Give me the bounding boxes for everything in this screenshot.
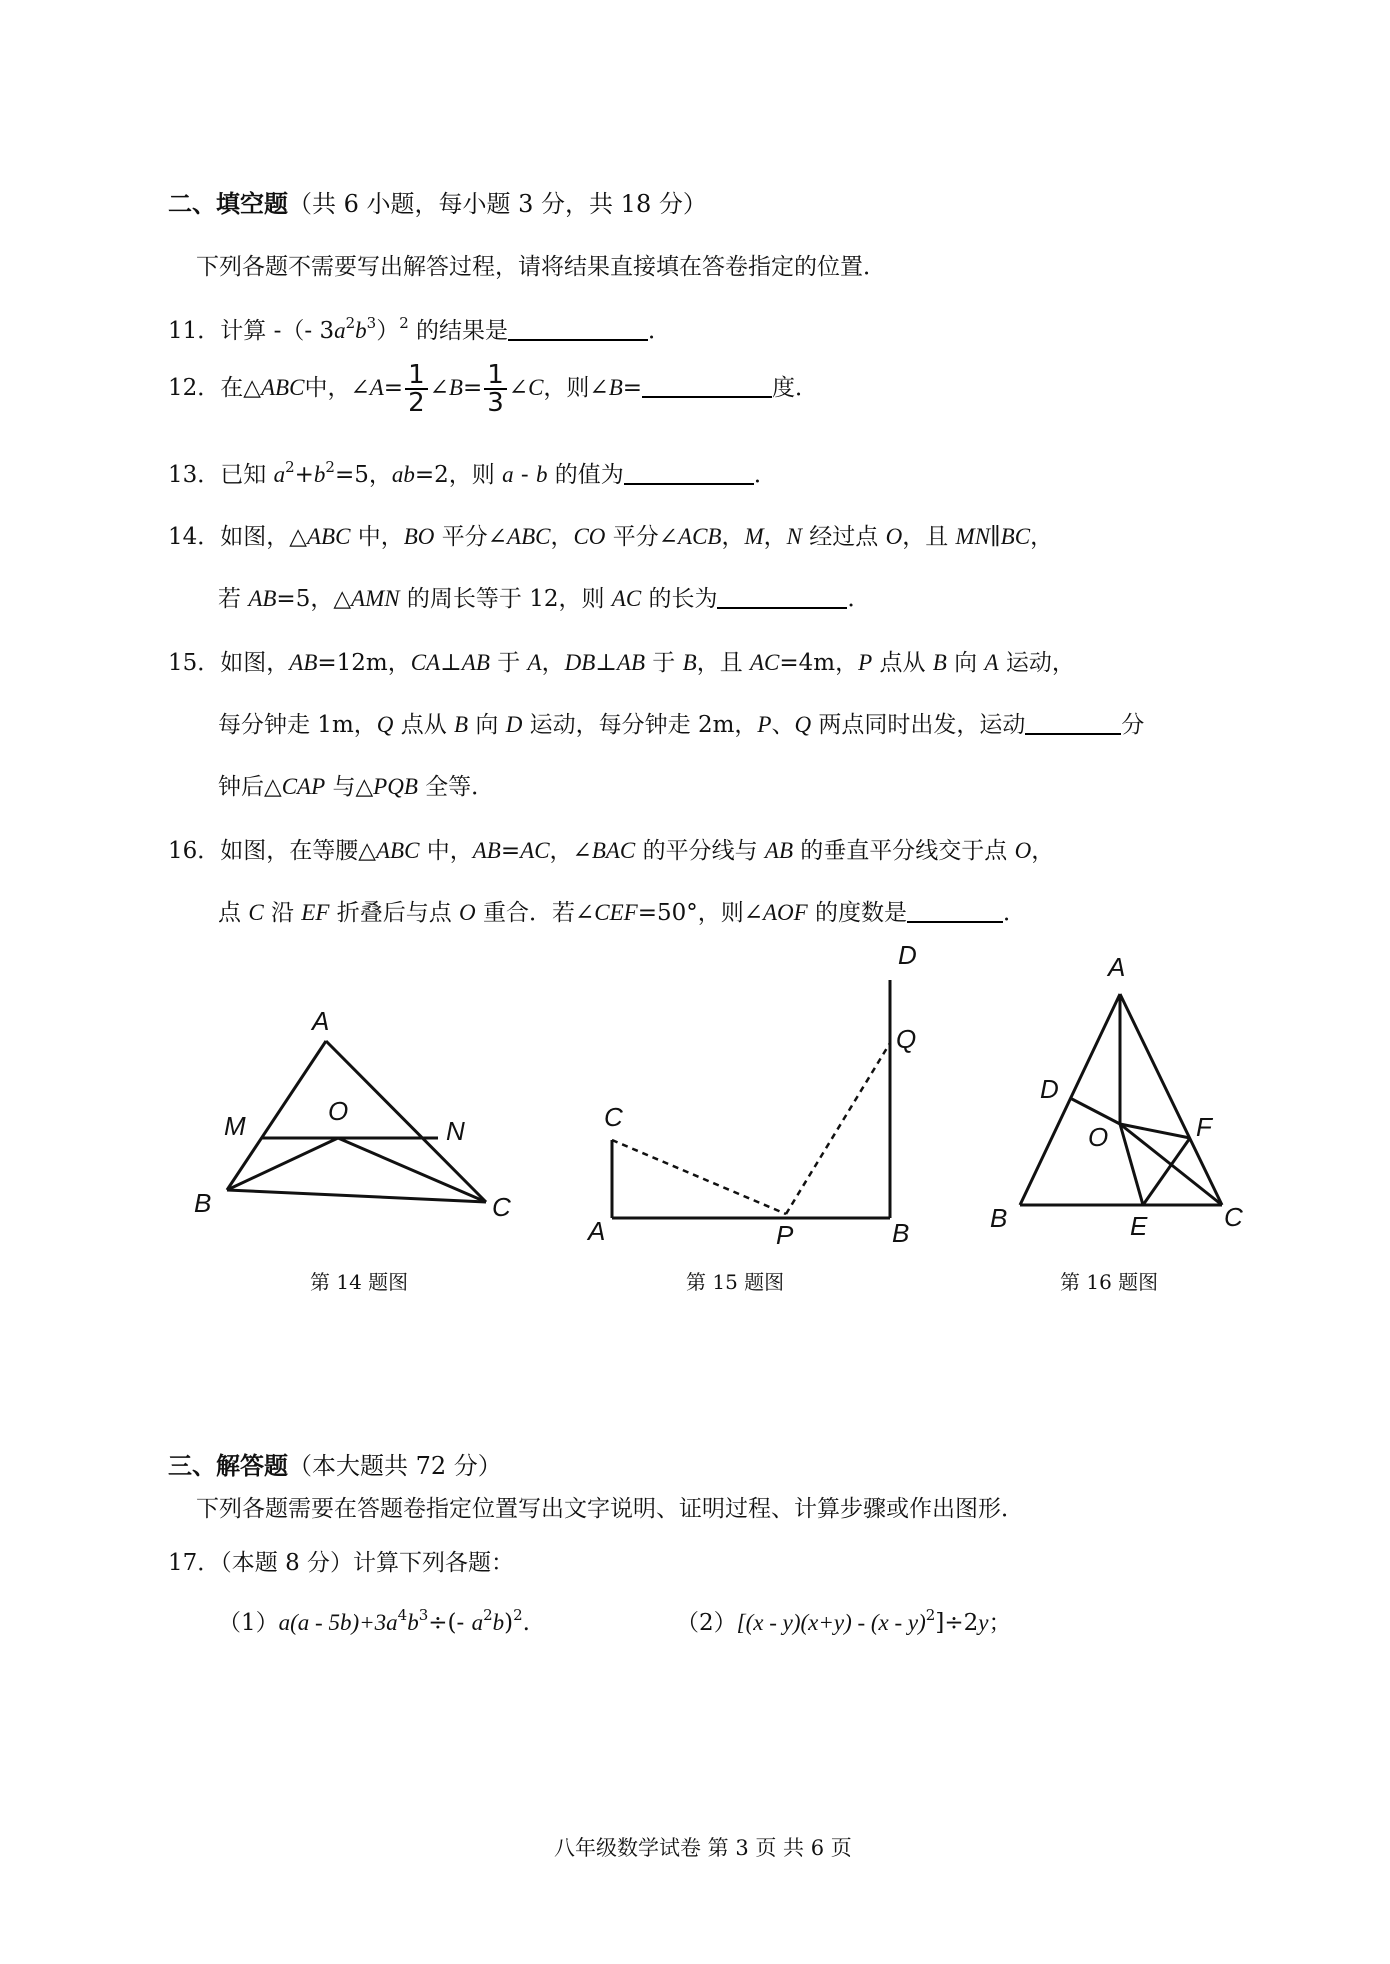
q16-l1-4: = [500,838,521,864]
q14-l1-1: ABC [306,524,351,549]
q14-l1-11: M [744,524,764,549]
q15-l3-0: 钟后△ [218,774,282,800]
q14-l1-20: ， [1030,524,1054,550]
q11-var-b: b [355,318,367,343]
q17-p1-a4: a [386,1610,398,1635]
q11-var-a: a [334,318,346,343]
section2-heading [168,184,707,219]
q15-l3-3: PQB [373,774,418,799]
fig15-lines [612,980,890,1218]
q14-l1-16: ，且 [902,524,956,550]
q15-l2-4: 向 [468,712,506,738]
q12-text-d: ∠ [429,375,449,401]
q15-l1-2: =12m， [317,650,411,676]
fig14-label-b: B [194,1188,212,1218]
q15-l2-3: B [454,712,469,737]
question-16 [168,832,1054,865]
q12-eq1: = [383,375,404,401]
q15-l1-5: AB [461,650,490,675]
q14-l2-2: =5，△ [276,586,352,612]
q15-l2-8: 、 [771,712,795,738]
q14-l1-6: ， [550,524,574,550]
q15-l2-5: D [505,712,523,737]
q17-p2-square: 2 [925,1606,936,1624]
question-15-line3 [218,768,494,801]
fig16-label-d: D [1040,1074,1059,1104]
fig15-label-q: Q [896,1024,917,1054]
question-11 [168,312,671,345]
q14-l1-5: ABC [507,524,551,549]
q15-l1-19: B [932,650,947,675]
q14-l2-4: 的周长等于 12，则 [399,586,612,612]
question-15-line2 [218,706,1144,739]
fig16-label-o: O [1088,1122,1109,1152]
q17-p1-exp-outer: 2 [513,1606,523,1624]
fig15-label-a: A [588,1216,606,1246]
q17-p1-b3: b [407,1610,419,1635]
q14-l1-7: CO [573,524,606,549]
q17-p1-exp4: 4 [397,1606,408,1624]
fig15-label-b: B [892,1218,910,1248]
section2-title: 二、填空题 [168,190,288,218]
q15-l1-14: ，且 [696,650,750,676]
page-footer: 八年级数学试卷 第 3 页 共 6 页 [554,1836,852,1860]
q16-l1-7: BAC [591,838,636,863]
q13-text-a: 已知 [220,462,274,488]
q14-l1-14: 经过点 [801,524,886,550]
q16-l1-0: 如图，在等腰△ [220,838,376,864]
q12-frac1-den: 2 [408,388,425,418]
q15-l1-15: AC [750,650,780,675]
q14-l1-3: BO [403,524,435,549]
q13-text-b: =5， [334,462,392,488]
fig15-dashed-pq [786,1043,890,1214]
q16-l1-6: ，∠ [549,838,592,864]
q13-var-b2: b [536,462,548,487]
q15-l1-17: P [858,650,873,675]
q11-exp-outer: 2 [399,314,409,332]
q14-l2-1: AB [248,586,277,611]
fig16-label-e: E [1130,1211,1148,1240]
q16-l1-5: AC [520,838,550,863]
q14-line1 [220,524,1053,550]
q16-answer-blank[interactable] [907,901,1003,923]
fig16-line-oe [1120,1124,1143,1205]
q15-l2-7: P [757,712,772,737]
q15-l2-6: 运动，每分钟走 2m， [522,712,758,738]
q14-l1-2: 中， [350,524,404,550]
fig14-label-a: A [312,1006,330,1036]
fig14-side-bc [227,1190,486,1202]
question-14-line2 [218,580,870,613]
fig14-caption: 第 14 题图 [310,1270,409,1294]
question-17-part1 [218,1604,530,1637]
q16-l1-1: ABC [375,838,420,863]
section2-note: （共 6 小题，每小题 3 分，共 18 分） [288,190,707,218]
q14-l2-5: AC [611,586,642,611]
q16-l2-10: 的度数是 [807,900,908,926]
q17-p1-end: . [522,1610,530,1636]
q16-l1-9: AB [764,838,793,863]
q14-l1-0: 如图，△ [220,524,307,550]
q16-l1-3: AB [472,838,501,863]
q16-l2-4: 折叠后与点 [329,900,460,926]
fig16-label-f: F [1196,1112,1212,1142]
question-17-title: 17．（本题 8 分）计算下列各题： [168,1550,515,1576]
q17-p1-a2: a [471,1610,484,1635]
q13-text-e: 的值为 [547,462,624,488]
q15-l2-end: 分 [1121,712,1145,738]
q15-l2-1: Q [376,712,394,737]
fig14-label-n: N [446,1116,465,1146]
q15-l1-22: 运动， [998,650,1075,676]
q15-l1-20: 向 [946,650,985,676]
q16-number: 16． [168,838,221,864]
q16-l2-8: =50°，则∠ [637,900,763,926]
fig15-label-d: D [898,940,917,970]
q14-l1-8: 平分∠ [605,524,679,550]
q16-l1-11: O [1014,838,1032,863]
fig14-line-co [338,1138,486,1202]
fig15-label-c: C [604,1102,623,1132]
q14-l1-12: ， [763,524,787,550]
q12-end: 度． [772,375,819,401]
q12-angle-c: C [528,375,544,400]
question-17-part2 [676,1604,1011,1637]
q13-minus: - [513,462,536,488]
q13-var-a: a [273,462,286,487]
figure-16 [980,950,1280,1240]
q14-l1-13: N [786,524,802,549]
q12-eq2: = [462,375,483,401]
q17-p1-label: （1） [218,1610,279,1636]
q13-exp2: 2 [325,458,335,476]
q15-l1-11: AB [616,650,645,675]
q12-angle-b: B [448,375,463,400]
q14-l2-0: 若 [218,586,249,612]
q16-l2-9: AOF [763,900,808,925]
q11-exp-b: 3 [366,314,377,332]
q15-l1-1: AB [289,650,318,675]
q16-l1-2: 中， [419,838,473,864]
q15-l1-8: ， [541,650,565,676]
q15-l2-0: 每分钟走 1m， [218,712,377,738]
q15-l1-21: A [984,650,999,675]
q14-l1-15: O [885,524,903,549]
q15-l1-16: =4m， [779,650,859,676]
q15-l1-6: 于 [489,650,528,676]
q17-p1-expr: (a - 5b)+3 [290,1610,387,1635]
q15-answer-blank[interactable] [1025,713,1121,735]
q12-text-b: 中，∠ [304,375,370,401]
q16-l1-10: 的垂直平分线交于点 [793,838,1015,864]
section3-heading [168,1446,502,1481]
q14-l2-3: AMN [351,586,400,611]
q14-l1-4: 平分∠ [434,524,508,550]
fig14-label-o: O [328,1096,349,1126]
section3-title: 三、解答题 [168,1452,288,1480]
q15-l1-4: ⊥ [440,650,462,676]
q15-l2-9: Q [794,712,812,737]
q17-p2-label: （2） [676,1610,737,1636]
q14-l1-19: BC [1000,524,1031,549]
q14-l1-10: ， [721,524,745,550]
q12-fraction-half [405,362,428,416]
q14-l1-9: ACB [678,524,722,549]
question-14 [168,518,1053,551]
q11-exp-a: 2 [345,314,356,332]
section2-instruction: 下列各题不需要写出解答过程，请将结果直接填在答卷指定的位置． [196,254,886,280]
q16-l2-1: C [248,900,264,925]
figure-14 [180,980,540,1240]
q14-end: ． [847,586,871,612]
q12-fraction-third [484,362,507,416]
q13-ab: ab [391,462,415,487]
q15-l3-4: 全等． [417,774,495,800]
fig14-label-c: C [492,1192,511,1222]
fig16-caption: 第 16 题图 [1060,1270,1159,1294]
q16-l2-2: 沿 [263,900,302,926]
q12-frac2-num: 1 [484,362,507,390]
q16-l2-3: EF [301,900,330,925]
q17-p1-exp3: 3 [418,1606,429,1624]
figure-15 [570,940,930,1250]
q15-l1-7: A [527,650,542,675]
q12-text-f: ∠ [508,375,529,401]
q15-l1-10: ⊥ [595,650,617,676]
q14-l2-6: 的长为 [641,586,718,612]
q15-l2-2: 点从 [393,712,455,738]
q16-l1-12: ， [1031,838,1055,864]
question-16-line2 [218,894,1026,927]
q16-l2-5: O [459,900,476,925]
question-15 [168,644,1075,677]
q11-number: 11． [168,318,221,344]
q14-l1-18: ∥ [990,524,1001,550]
q15-l1-9: DB [564,650,596,675]
fig15-dashed-cp [612,1140,786,1214]
q13-number: 13． [168,462,221,488]
q15-l3-1: CAP [281,774,326,799]
q15-l1-3: CA [410,650,441,675]
q11-text-a: 计算 -（- 3 [220,318,335,344]
q15-l1-0: 如图， [220,650,290,676]
fig16-label-b: B [990,1203,1008,1233]
q17-p1-exp2: 2 [483,1606,493,1624]
q16-l2-0: 点 [218,900,249,926]
fig14-label-m: M [224,1111,246,1141]
q13-answer-blank[interactable] [624,463,754,485]
q15-l3-2: 与△ [325,774,374,800]
q14-answer-blank[interactable] [717,587,847,609]
fig15-caption: 第 15 题图 [686,1270,785,1294]
q12-angle-a: A [369,375,384,400]
fig15-label-p: P [776,1220,794,1250]
q12-eq3: = [622,375,643,401]
q17-p2-semicolon: ； [988,1610,1012,1636]
q14-number: 14． [168,524,221,550]
fig16-perp-do [1070,1098,1120,1124]
q17-p2-y: y [978,1610,989,1635]
q13-exp1: 2 [285,458,295,476]
q16-l1-8: 的平分线与 [635,838,765,864]
q15-l1-18: 点从 [872,650,933,676]
q17-p1-close: ) [504,1610,514,1636]
q17-p1-a: a [278,1610,291,1635]
q12-text-g: ，则∠ [543,375,609,401]
q16-l2-7: CEF [594,900,638,925]
q17-p1-b: b [492,1610,505,1635]
q11-text-c: 的结果是 [408,318,509,344]
q15-l2-10: 两点同时出发，运动 [811,712,1026,738]
q11-end: ． [648,318,672,344]
fig16-label-c: C [1224,1202,1243,1232]
q12-number: 12． [168,375,221,401]
q15-l1-13: B [682,650,697,675]
q16-l2-6: 重合．若∠ [475,900,595,926]
q12-answer-blank[interactable] [642,376,772,398]
q16-end: ． [1003,900,1027,926]
section3-note: （本大题共 72 分） [288,1452,502,1480]
q12-frac2-den: 3 [487,388,504,418]
q15-l1-12: 于 [645,650,683,676]
fig16-label-a: A [1108,952,1126,982]
q11-text-b: ） [376,318,400,344]
q14-l1-17: MN [955,524,991,549]
question-12 [168,362,818,416]
q12-text-a: 在△ [220,375,261,401]
q13-var-a2: a [502,462,514,487]
q12-abc: ABC [260,375,305,400]
q13-var-b: b [313,462,326,487]
q13-end: ． [753,462,777,488]
q17-p2-expr: [(x - y)(x+y) - (x - y) [736,1610,926,1635]
q12-frac1-num: 1 [405,362,428,390]
q17-p1-div: ÷(- [428,1610,472,1636]
q13-text-c: =2，则 [414,462,503,488]
q12-angle-b2: B [608,375,623,400]
q15-number: 15． [168,650,221,676]
section3-instruction: 下列各题需要在答题卷指定位置写出文字说明、证明过程、计算步骤或作出图形． [196,1496,1024,1522]
fig15-dashed [612,1043,890,1214]
q11-answer-blank[interactable] [508,319,648,341]
q17-p2-tail: ]÷2 [935,1610,979,1636]
question-13: 13．已知 $a^2+b^2=5$，ab=2，则 a - b 的值为 ． [168,458,777,488]
